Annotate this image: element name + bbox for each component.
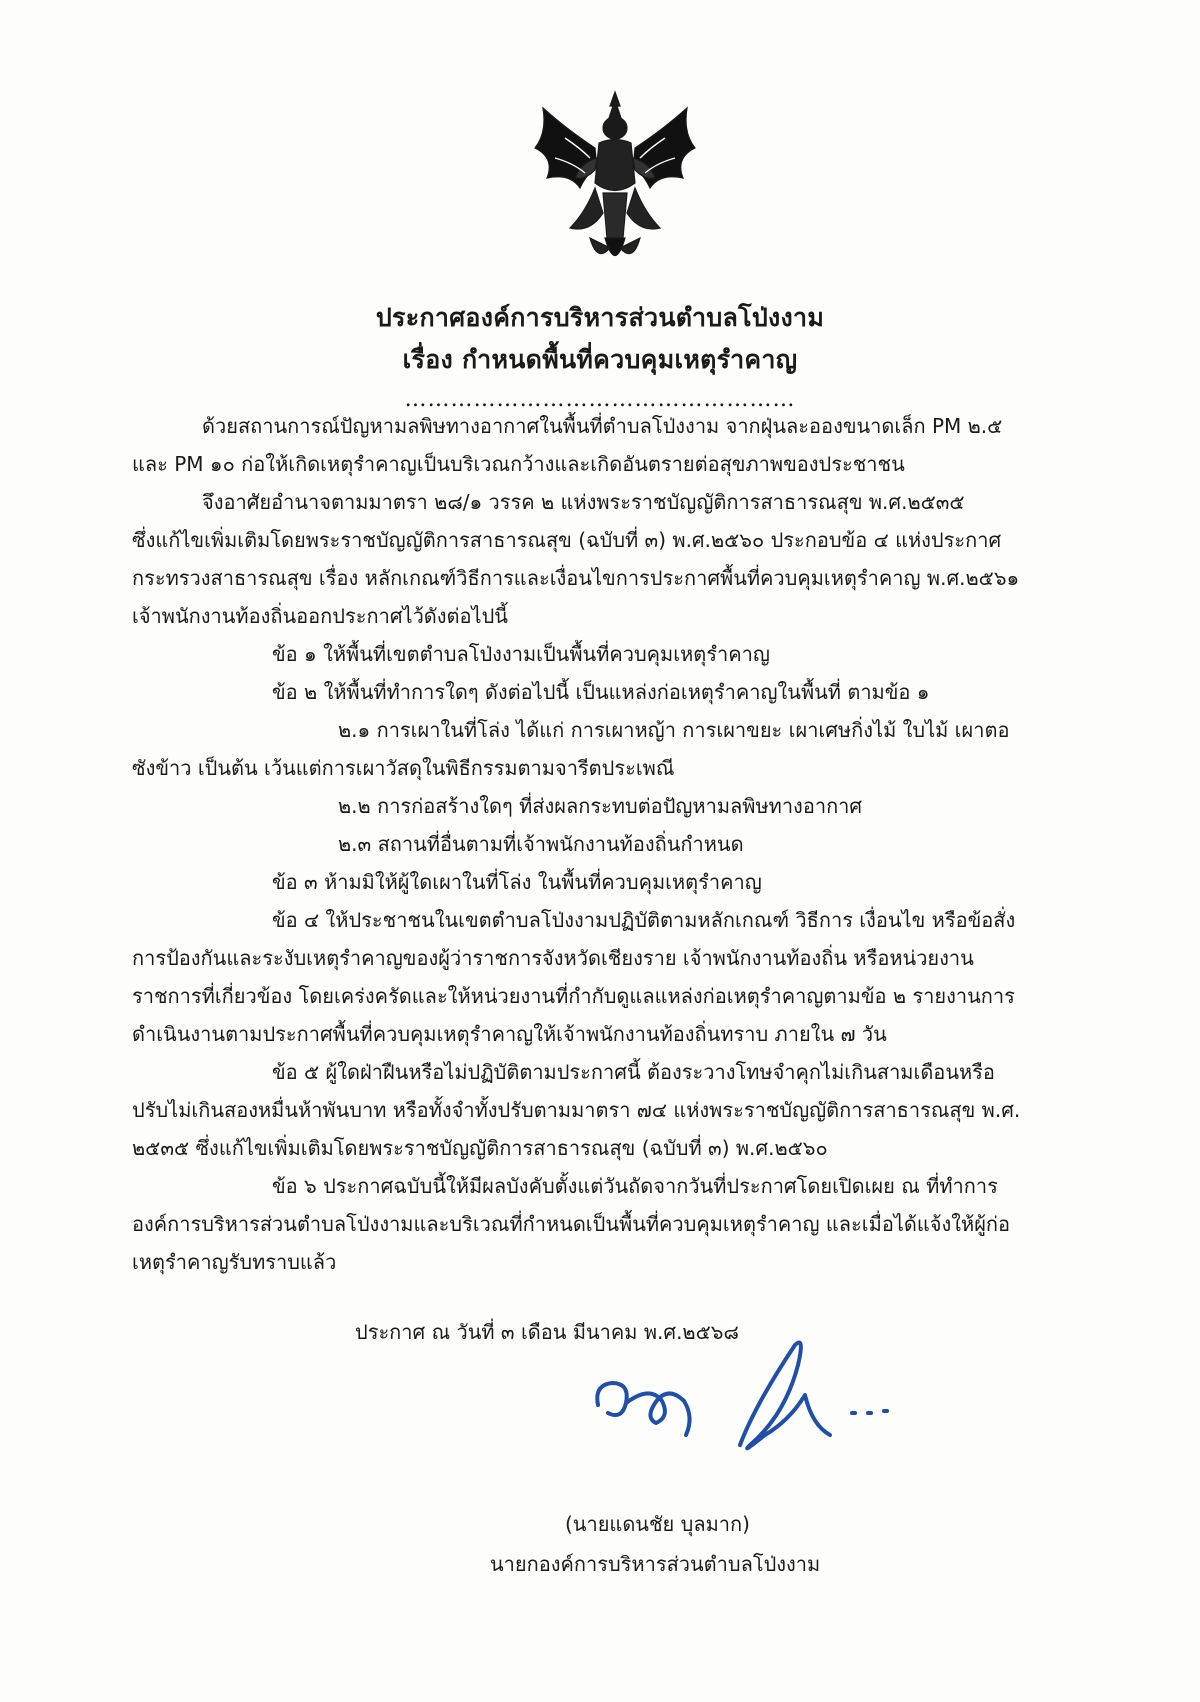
- signatory-name: (นายแดนชัย บุลมาก): [565, 1512, 750, 1536]
- body-line: ด้วยสถานการณ์ปัญหามลพิษทางอากาศในพื้นที่ตำบลโป่งงาม จากฝุ่นละอองขนาดเล็ก PM ๒.๕: [202, 414, 1003, 438]
- body-line: เหตุรำคาญรับทราบแล้ว: [132, 1250, 337, 1274]
- announcement-title: ประกาศองค์การบริหารส่วนตำบลโป่งงาม: [375, 303, 825, 332]
- clause-2-2: ๒.๒ การก่อสร้างใดๆ ที่ส่งผลกระทบต่อปัญหามลพิษทางอากาศ: [338, 794, 863, 818]
- body-line: เจ้าพนักงานท้องถิ่นออกประกาศไว้ดังต่อไปนี้: [132, 604, 508, 628]
- clause-1: ข้อ ๑ ให้พื้นที่เขตตำบลโป่งงามเป็นพื้นที่ควบคุมเหตุรำคาญ: [272, 642, 770, 666]
- clause-2: ข้อ ๒ ให้พื้นที่ทำการใดๆ ดังต่อไปนี้ เป็นแหล่งก่อเหตุรำคาญในพื้นที่ ตามข้อ ๑: [272, 680, 930, 704]
- body-line: ซังข้าว เป็นต้น เว้นแต่การเผาวัสดุในพิธีกรรมตามจารีตประเพณี: [132, 756, 675, 780]
- clause-6: ข้อ ๖ ประกาศฉบับนี้ให้มีผลบังคับตั้งแต่วันถัดจากวันที่ประกาศโดยเปิดเผย ณ ที่ทำการ: [272, 1174, 998, 1198]
- body-line: ซึ่งแก้ไขเพิ่มเติมโดยพระราชบัญญัติการสาธารณสุข (ฉบับที่ ๓) พ.ศ.๒๕๖๐ ประกอบข้อ ๔ แห่งประกาศ: [132, 528, 1002, 552]
- announcement-subject: เรื่อง กำหนดพื้นที่ควบคุมเหตุรำคาญ: [402, 345, 798, 374]
- clause-4: ข้อ ๔ ให้ประชาชนในเขตตำบลโป่งงามปฏิบัติตามหลักเกณฑ์ วิธีการ เงื่อนไข หรือข้อสั่ง: [272, 908, 1016, 932]
- clause-2-1: ๒.๑ การเผาในที่โล่ง ได้แก่ การเผาหญ้า การเผาขยะ เผาเศษกิ่งไม้ ใบไม้ เผาตอ: [338, 718, 1010, 742]
- clause-2-3: ๒.๓ สถานที่อื่นตามที่เจ้าพนักงานท้องถิ่นกำหนด: [338, 832, 744, 856]
- body-line: จึงอาศัยอำนาจตามมาตรา ๒๘/๑ วรรค ๒ แห่งพระราชบัญญัติการสาธารณสุข พ.ศ.๒๕๓๕: [202, 490, 965, 514]
- clause-5: ข้อ ๕ ผู้ใดฝ่าฝืนหรือไม่ปฏิบัติตามประกาศนี้ ต้องระวางโทษจำคุกไม่เกินสามเดือนหรือ: [272, 1060, 995, 1084]
- body-line: ราชการที่เกี่ยวข้อง โดยเคร่งครัดและให้หน่วยงานที่กำกับดูแลแหล่งก่อเหตุรำคาญตามข้อ ๒ รายงานการ: [132, 984, 1015, 1008]
- body-line: ปรับไม่เกินสองหมื่นห้าพันบาท หรือทั้งจำทั้งปรับตามมาตรา ๗๔ แห่งพระราชบัญญัติการสาธารณสุข พ.ศ.: [132, 1098, 1021, 1122]
- body-line: กระทรวงสาธารณสุข เรื่อง หลักเกณฑ์วิธีการและเงื่อนไขการประกาศพื้นที่ควบคุมเหตุรำคาญ พ.ศ.๒๕๖๑: [132, 566, 1020, 590]
- separator: ……………………………………………: [404, 387, 796, 412]
- body-line: และ PM ๑๐ ก่อให้เกิดเหตุรำคาญเป็นบริเวณกว้างและเกิดอันตรายต่อสุขภาพของประชาชน: [132, 452, 905, 476]
- signatory-title: นายกองค์การบริหารส่วนตำบลโป่งงาม: [490, 1552, 821, 1576]
- announcement-date: ประกาศ ณ วันที่ ๓ เดือน มีนาคม พ.ศ.๒๕๖๘: [355, 1320, 739, 1344]
- body-line: ดำเนินงานตามประกาศพื้นที่ควบคุมเหตุรำคาญให้เจ้าพนักงานท้องถิ่นทราบ ภายใน ๗ วัน: [132, 1022, 887, 1046]
- body-line: องค์การบริหารส่วนตำบลโป่งงามและบริเวณที่กำหนดเป็นพื้นที่ควบคุมเหตุรำคาญ และเมื่อได้แจ้งให้ผู้ก่อ: [132, 1212, 1011, 1236]
- clause-3: ข้อ ๓ ห้ามมิให้ผู้ใดเผาในที่โล่ง ในพื้นที่ควบคุมเหตุรำคาญ: [272, 870, 762, 894]
- body-line: ๒๕๓๕ ซึ่งแก้ไขเพิ่มเติมโดยพระราชบัญญัติการสาธารณสุข (ฉบับที่ ๓) พ.ศ.๒๕๖๐: [132, 1136, 828, 1160]
- body-line: การป้องกันและระงับเหตุรำคาญของผู้ว่าราชการจังหวัดเชียงราย เจ้าพนักงานท้องถิ่น หรือหน่วยงาน: [132, 946, 974, 970]
- handwritten-signature: [590, 1325, 910, 1475]
- garuda-emblem-icon: [525, 88, 705, 278]
